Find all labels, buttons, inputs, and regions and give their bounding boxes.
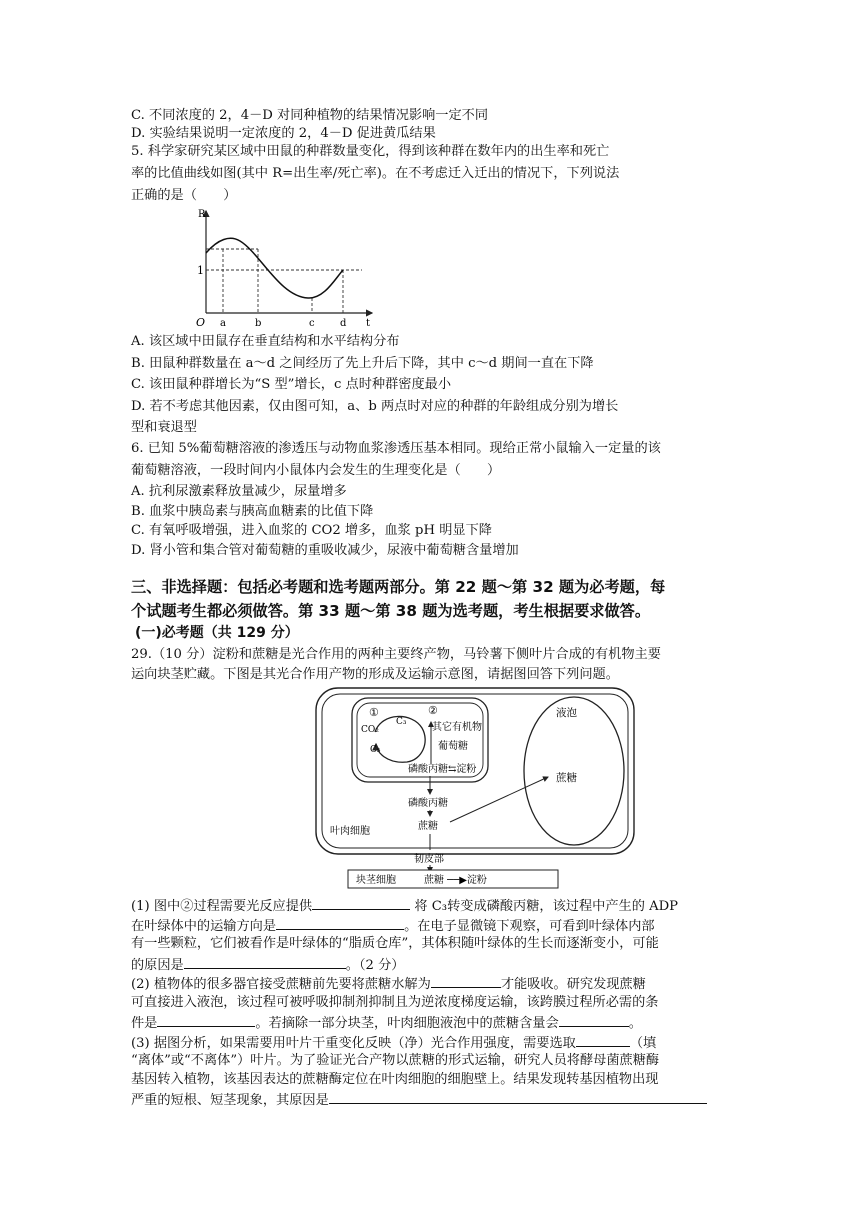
part3-text-b: （填 (629, 1036, 657, 1051)
required-subheading: (一)必考题（共 129 分） (135, 625, 299, 641)
sucrose-in-vacuole: 蔗糖 (556, 772, 577, 784)
r-ratio-graph (190, 205, 380, 330)
question-29-line2: 运向块茎贮藏。下图是其光合作用产物的形成及运输示意图，请据图回答下列问题。 (131, 667, 619, 682)
photosynthesis-transport-diagram (312, 684, 640, 894)
part3-line3: 基因转入植物，该基因表达的蔗糖酶定位在叶肉细胞的细胞壁上。结果发现转基因植物出现 (131, 1072, 659, 1087)
part2-line3 (131, 1013, 642, 1033)
part2-text-a: (2) 植物体的很多器官接受蔗糖前先要将蔗糖水解为 (131, 977, 431, 992)
label-glucose: 葡萄糖 (438, 741, 468, 752)
label-c3: C₃ (396, 717, 407, 727)
part1-text-e: 的原因是 (131, 958, 184, 973)
part3-text-a: (3) 据图分析，如果需要用叶片干重变化反映（净）光合作用强度，需要选取 (131, 1036, 576, 1051)
blank-8[interactable] (329, 1090, 707, 1104)
x-tick-d: d (340, 318, 347, 329)
part2-line2: 可直接进入液泡，该过程可被呼吸抑制剂抑制且为逆浓度梯度运输，该跨膜过程所必需的条 (131, 995, 659, 1010)
part2-text-d: 。若摘除一部分块茎，叶肉细胞液泡中的蔗糖含量会 (255, 1016, 559, 1031)
part3-line4 (131, 1090, 707, 1110)
vacuole (524, 697, 624, 845)
part1-text-b: 将 C₃转变成磷酸丙糖，该过程中产生的 ADP (414, 899, 679, 914)
q5-option-c: C. 该田鼠种群增长为“S 型”增长，c 点时种群密度最小 (131, 377, 452, 392)
part3-line2: “离体”或“不离体”）叶片。为了验证光合产物以蔗糖的形式运输，研究人员将酵母菌蔗糖酶 (131, 1053, 660, 1068)
blank-2[interactable] (276, 916, 404, 930)
blank-4[interactable] (431, 974, 501, 988)
question-29-line1: 29.（10 分）淀粉和蔗糖是光合作用的两种主要终产物，马铃薯下侧叶片合成的有机物主要 (131, 647, 661, 662)
part1-text-c: 在叶绿体中的运输方向是 (131, 919, 277, 934)
question-6-line2: 葡萄糖溶液，一段时间内小鼠体内会发生的生理变化是（ ） (131, 463, 501, 478)
label-other-organics: 其它有机物 (432, 722, 482, 733)
part1-line1 (131, 896, 678, 916)
part1-text-a: (1) 图中②过程需要光反应提供 (131, 899, 313, 914)
x-tick-b: b (255, 318, 262, 329)
q6-option-d: D. 肾小管和集合管对葡萄糖的重吸收减少，尿液中葡萄糖含量增加 (131, 543, 519, 558)
q5-option-d-2: 型和衰退型 (131, 420, 197, 435)
label-triose-phosphate: 磷酸丙糖 (408, 798, 448, 809)
question-6-line1: 6. 已知 5%葡萄糖溶液的渗透压与动物血浆渗透压基本相同。现给正常小鼠输入一定量的该 (131, 441, 661, 456)
q6-option-b: B. 血浆中胰岛素与胰高血糖素的比值下降 (131, 504, 374, 519)
label-tuber-cell: 块茎细胞 (356, 875, 396, 886)
option-c-prev: C. 不同浓度的 2，4－D 对同种植物的结果情况影响一定不同 (131, 108, 489, 123)
label-sucrose: 蔗糖 (418, 821, 438, 832)
r-curve (206, 238, 343, 298)
vacuole-label: 液泡 (556, 707, 577, 719)
x-tick-c: c (309, 318, 315, 329)
x-tick-a: a (220, 318, 226, 329)
x-tick-t: t (366, 318, 371, 329)
part1-line3: 有一些颗粒，它们被看作是叶绿体的“脂质仓库”，其体积随叶绿体的生长而逐渐变小，可能 (131, 936, 659, 951)
origin-label: O (196, 316, 206, 329)
section-3-heading-2: 个试题考生都必须做答。第 33 题～第 38 题为选考题，考生根据要求做答。 (131, 602, 651, 620)
question-5-line2: 率的比值曲线如图(其中 R=出生率/死亡率)。在不考虑迁入迁出的情况下，下列说法 (131, 166, 620, 181)
q5-option-b: B. 田鼠种群数量在 a～d 之间经历了先上升后下降，其中 c～d 期间一直在下降 (131, 356, 594, 371)
label-co2: CO₂ (361, 725, 379, 735)
part2-line1 (131, 974, 646, 994)
question-5-line1: 5. 科学家研究某区域中田鼠的种群数量变化，得到该种群在数年内的出生率和死亡 (131, 144, 610, 159)
q6-option-c: C. 有氧呼吸增强，进入血浆的 CO2 增多，血浆 pH 明显下降 (131, 523, 492, 538)
part1-text-f: 。（2 分） (345, 958, 405, 973)
label-mesophyll-cell: 叶肉细胞 (330, 826, 370, 837)
section-3-heading-1: 三、非选择题：包括必考题和选考题两部分。第 22 题～第 32 题为必考题，每 (131, 578, 666, 596)
option-d-prev: D. 实验结果说明一定浓度的 2，4－D 促进黄瓜结果 (131, 126, 436, 141)
part3-line1 (131, 1033, 656, 1053)
label-circle-2: ② (428, 704, 438, 717)
y-tick-1: 1 (197, 264, 204, 277)
label-tp-starch: 磷酸丙糖⇆淀粉 (408, 764, 477, 775)
part2-text-c: 件是 (131, 1016, 158, 1031)
part1-text-d: 。在电子显微镜下观察，可看到叶绿体内部 (404, 919, 655, 934)
part2-text-b: 才能吸收。研究发现蔗糖 (500, 977, 646, 992)
label-c5: C₅ (370, 745, 381, 755)
q5-option-d-1: D. 若不考虑其他因素，仅由图可知，a、b 两点时对应的种群的年龄组成分别为增长 (131, 399, 619, 414)
y-axis-label: R (198, 209, 206, 220)
question-5-line3: 正确的是（ ） (131, 188, 237, 203)
blank-5[interactable] (157, 1013, 255, 1027)
part2-text-e: 。 (628, 1016, 642, 1031)
label-circle-1: ① (369, 706, 379, 719)
blank-1[interactable] (312, 896, 410, 910)
part1-line4 (131, 955, 404, 975)
label-phloem: 韧皮部 (414, 854, 444, 865)
part1-line2 (131, 916, 655, 936)
q5-option-a: A. 该区域中田鼠存在垂直结构和水平结构分布 (131, 334, 400, 349)
blank-3[interactable] (184, 955, 346, 969)
label-tuber-flow: 蔗糖 ──▶淀粉 (424, 875, 487, 886)
blank-7[interactable] (576, 1033, 630, 1047)
part3-text-c: 严重的短根、短茎现象，其原因是 (131, 1093, 329, 1108)
q6-option-a: A. 抗利尿激素释放量减少，尿量增多 (131, 484, 347, 499)
blank-6[interactable] (559, 1013, 629, 1027)
